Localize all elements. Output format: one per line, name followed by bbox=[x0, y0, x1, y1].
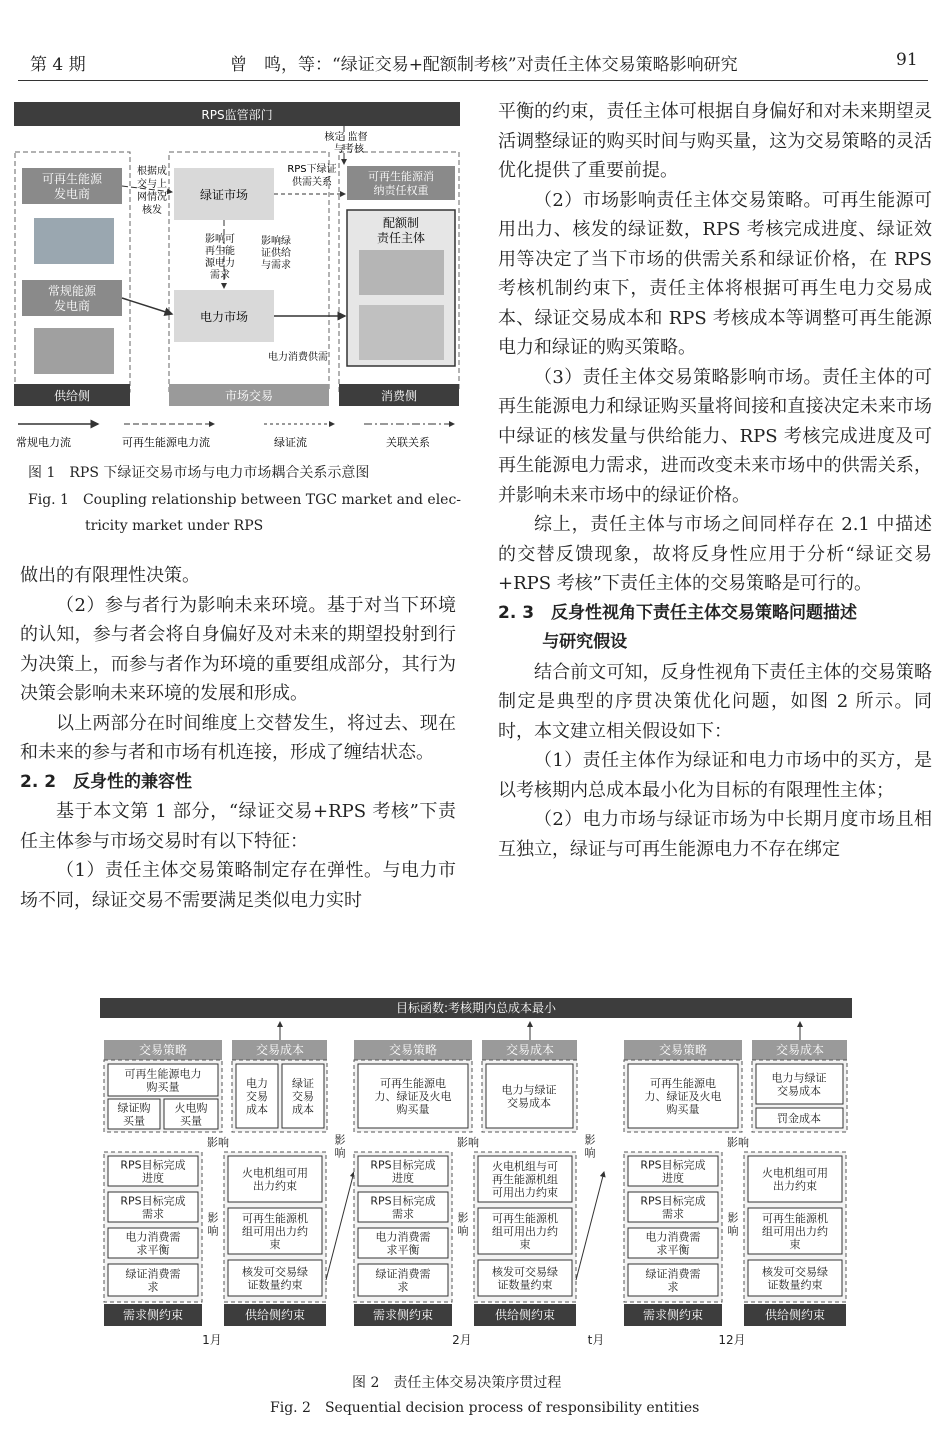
m12-demand-footer-label bbox=[643, 1307, 703, 1322]
m1-s3-label-line-1: 核发可交易绿 bbox=[242, 1265, 308, 1279]
fig2-caption-cn: 图 2 责任主体交易决策序贯过程 bbox=[352, 1375, 562, 1391]
m1-cost-header-label-line-1: 交易成本 bbox=[255, 1043, 305, 1058]
fig1-influence1-label bbox=[205, 232, 235, 281]
m1-to-next bbox=[326, 1172, 354, 1280]
fig1-influence1-l3: 源电力 bbox=[205, 258, 235, 269]
page-number: 91 bbox=[896, 50, 918, 70]
fig1-supply-demand-label bbox=[287, 163, 336, 188]
m1-d2-label-line-2: 需求 bbox=[142, 1207, 164, 1221]
m12-d2-label-line-2: 需求 bbox=[662, 1207, 684, 1221]
section-2-3-heading: 2. 3 反身性视角下责任主体交易策略问题描述 bbox=[498, 602, 858, 623]
m12-month-label bbox=[718, 1333, 745, 1347]
m1-s3-label bbox=[242, 1264, 308, 1291]
fig1-issue-l3: 网情况 bbox=[137, 192, 167, 203]
figure-1 bbox=[14, 100, 460, 455]
m2-s2-label-line-3: 束 bbox=[519, 1237, 531, 1251]
m1-cost-a-label-line-1: 电力 bbox=[246, 1076, 268, 1090]
fig1-renewable-gen-l2: 发电商 bbox=[53, 187, 91, 201]
fig1-caption-en-1: Fig. 1 Coupling relationship between TGC market and elec- bbox=[28, 492, 462, 508]
m1-s1-label-line-2: 出力约束 bbox=[253, 1179, 297, 1193]
m2-strategy-header-label-line-1: 交易策略 bbox=[388, 1043, 438, 1058]
left-para-5: （1）责任主体交易策略制定存在弹性。与电力市场不同，绿证交易不需要满足类似电力实时 bbox=[20, 860, 456, 911]
m12-strategy-box-label-line-3: 购买量 bbox=[666, 1102, 700, 1116]
m2-d3-label-line-2: 求平衡 bbox=[386, 1243, 420, 1257]
m2-between-influence-line-2: 响 bbox=[584, 1146, 596, 1160]
fig1-verify-label bbox=[324, 130, 367, 155]
m1-strategy-header-label-line-1: 交易策略 bbox=[138, 1043, 188, 1058]
m2-s3-label-line-2: 证数量约束 bbox=[497, 1278, 553, 1292]
m12-d3-label-line-2: 求平衡 bbox=[656, 1243, 690, 1257]
m12-supply-footer-label bbox=[765, 1307, 825, 1322]
fig1-supply-demand-l1: RPS下绿证 bbox=[287, 164, 337, 175]
m12-d2-label-line-1: RPS目标完成 bbox=[640, 1194, 706, 1208]
m1-cost-header-label bbox=[256, 1042, 304, 1057]
m12-s3-label-line-1: 核发可交易绿 bbox=[762, 1265, 828, 1279]
fig1-influence2-label bbox=[261, 234, 291, 271]
m2-between-influence-line-1: 影 bbox=[584, 1133, 596, 1147]
m12-d1-label-line-1: RPS目标完成 bbox=[640, 1158, 706, 1172]
m2-s2-label-line-1: 可再生能源机 bbox=[492, 1211, 558, 1225]
m2-influence-label-line-1: 影响 bbox=[457, 1135, 479, 1149]
m1-between-influence bbox=[335, 1133, 346, 1159]
m1-demand-footer-label-line-1: 需求侧约束 bbox=[122, 1308, 184, 1323]
header-rule bbox=[18, 80, 928, 81]
m1-strategy-main-label-line-1: 可再生能源电力 bbox=[124, 1067, 202, 1081]
m2-strategy-box-label-line-2: 力、绿证及火电 bbox=[374, 1089, 452, 1103]
m12-influence-label bbox=[727, 1136, 749, 1149]
fig1-legend-3: 绿证流 bbox=[274, 436, 307, 449]
m12-d4-label-line-2: 求 bbox=[667, 1280, 679, 1294]
m1-d4-label-line-2: 求 bbox=[147, 1280, 159, 1294]
fig1-influence2-l1: 影响绿 bbox=[261, 236, 291, 247]
m2-d4-label-line-1: 绿证消费需 bbox=[375, 1267, 431, 1281]
m1-influence-v bbox=[208, 1211, 219, 1237]
m1-d4-label-line-1: 绿证消费需 bbox=[125, 1267, 181, 1281]
m12-cost-box-label-line-1: 电力与绿证 bbox=[771, 1071, 827, 1085]
m1-d3-label-line-1: 电力消费需 bbox=[125, 1230, 181, 1244]
fig1-bottom-consume-label: 消费侧 bbox=[380, 389, 418, 403]
fig1-influence1-l4: 需求 bbox=[210, 270, 230, 281]
m12-s2-label-line-3: 束 bbox=[789, 1237, 801, 1251]
m1-between-influence-line-1: 影 bbox=[334, 1133, 346, 1147]
left-para-3: 以上两部分在时间维度上交替发生，将过去、现在和未来的参与者和市场有机连接，形成了缠结状态。 bbox=[20, 712, 456, 763]
m2-d2-label-line-1: RPS目标完成 bbox=[370, 1194, 436, 1208]
m1-strategy-header-label bbox=[139, 1043, 187, 1057]
fig1-quota-entity-l1: 配额制 bbox=[382, 216, 420, 230]
m12-cost-box-label bbox=[772, 1070, 827, 1097]
m2-s3-label-line-1: 核发可交易绿 bbox=[492, 1265, 558, 1279]
m2-s1-label-line-2: 再生能源机组 bbox=[492, 1172, 558, 1186]
right-para-5: 结合前文可知，反身性视角下责任主体的交易策略制定是典型的序贯决策优化问题，如图 2 所示。同时，本文建立相关假设如下： bbox=[498, 661, 932, 742]
m2-cost-header-label-line-1: 交易成本 bbox=[505, 1043, 555, 1058]
m12-d1-label-line-2: 进度 bbox=[662, 1171, 684, 1185]
fig1-influence1-l2: 再生能 bbox=[205, 246, 235, 257]
m12-influence-v-line-1: 影 bbox=[727, 1211, 739, 1225]
fig1-influence2-l2: 证供给 bbox=[261, 248, 291, 259]
m1-month-label-line-1: 1月 bbox=[202, 1333, 222, 1348]
m1-strategy-main-label-line-2: 购买量 bbox=[146, 1080, 180, 1094]
fig2-objective-label: 目标函数:考核期内总成本最小 bbox=[395, 1001, 557, 1015]
m1-s1-label-line-1: 火电机组可用 bbox=[242, 1166, 308, 1180]
m2-s1-label-line-1: 火电机组与可 bbox=[492, 1159, 558, 1173]
m1-strategy-b-label-line-1: 火电购 bbox=[174, 1101, 208, 1115]
fig2-month-t-label bbox=[588, 1333, 605, 1347]
fig1-power-market-label: 电力市场 bbox=[199, 310, 249, 324]
m2-supply-footer-label-line-1: 供给侧约束 bbox=[494, 1308, 556, 1323]
fig1-verify-l2: 与考核 bbox=[334, 144, 364, 155]
m12-s2-label-line-1: 可再生能源机 bbox=[762, 1211, 828, 1225]
m12-demand-footer-label-line-1: 需求侧约束 bbox=[642, 1308, 704, 1323]
left-para-2: （2）参与者行为影响未来环境。基于对当下环境的认知，参与者会将自身偏好及对未来的期望投射到行为决策上，而参与者作为环境的重要组成部分，其行为决策会影响未来环境的发展和形成。 bbox=[20, 594, 456, 704]
fig1-issue-l4: 核发 bbox=[142, 205, 162, 216]
m1-demand-footer-label bbox=[123, 1307, 183, 1322]
m12-s3-label bbox=[762, 1264, 828, 1291]
m2-d4-label-line-2: 求 bbox=[397, 1280, 409, 1294]
fig1-top-bar-label: RPS监管部门 bbox=[201, 108, 273, 122]
fig1-green-market-label: 绿证市场 bbox=[199, 188, 249, 202]
m1-cost-a-label bbox=[246, 1076, 268, 1116]
m2-month-label bbox=[452, 1333, 472, 1347]
m2-strategy-box-label-line-3: 购买量 bbox=[396, 1102, 430, 1116]
m1-cost-b-label-line-1: 绿证 bbox=[292, 1076, 314, 1090]
m1-cost-a-label-line-2: 交易 bbox=[246, 1089, 268, 1103]
fig1-renewable-gen-l1: 可再生能源 bbox=[41, 172, 103, 186]
right-para-3: （3）责任主体交易策略影响市场。责任主体的可再生能源电力和绿证购买量将间接和直接决定未来市场中绿证的核发量与供给能力、RPS 考核完成进度及可再生能源电力需求，进而改变未来市场中的供需关系，并影响未来市场中的绿证价格。 bbox=[498, 366, 932, 506]
m12-cost-box-label-line-2: 交易成本 bbox=[777, 1084, 821, 1098]
fig1-legend-1: 常规电力流 bbox=[16, 436, 71, 449]
right-para-1: 平衡的约束，责任主体可根据自身偏好和对未来期望灵活调整绿证的购买时间与购买量，这为交易策略的灵活优化提供了重要前提。 bbox=[498, 101, 932, 181]
m2-d3-label-line-1: 电力消费需 bbox=[375, 1230, 431, 1244]
journal-issue: 第 4 期 bbox=[30, 55, 86, 75]
left-para-1: 做出的有限理性决策。 bbox=[20, 565, 200, 586]
fig1-bottom-supply-label: 供给侧 bbox=[53, 389, 91, 403]
m1-supply-footer-label bbox=[245, 1307, 305, 1322]
m2-d1-label-line-1: RPS目标完成 bbox=[370, 1158, 436, 1172]
m2-demand-footer-label bbox=[373, 1307, 433, 1322]
fig2-caption-en: Fig. 2 Sequential decision process of responsibility entities bbox=[270, 1400, 700, 1416]
fig1-bottom-market-label: 市场交易 bbox=[224, 389, 274, 403]
left-column bbox=[20, 561, 456, 915]
m12-influence-v bbox=[728, 1211, 739, 1237]
m12-s3-label-line-2: 证数量约束 bbox=[767, 1278, 823, 1292]
m2-between-influence bbox=[585, 1133, 596, 1159]
fig1-supply-demand-l2: 供需关系 bbox=[292, 177, 332, 188]
m2-influence-label bbox=[457, 1136, 479, 1149]
m1-influence-label bbox=[207, 1136, 229, 1149]
m1-influence-label-line-1: 影响 bbox=[207, 1135, 229, 1149]
m12-month-label-line-1: 12月 bbox=[718, 1333, 746, 1348]
m12-strategy-header-label bbox=[659, 1043, 707, 1057]
m12-s1-label-line-1: 火电机组可用 bbox=[762, 1166, 828, 1180]
fig1-quota-weight-l1: 可再生能源消 bbox=[368, 170, 434, 183]
fig1-quota-entity-l2: 责任主体 bbox=[376, 231, 426, 245]
fig1-legend-4: 关联关系 bbox=[386, 436, 430, 449]
right-column bbox=[498, 97, 932, 864]
m1-d2-label-line-1: RPS目标完成 bbox=[120, 1194, 186, 1208]
section-2-3-heading-cont: 与研究假设 bbox=[542, 632, 628, 652]
m12-supply-footer-label-line-1: 供给侧约束 bbox=[764, 1308, 826, 1323]
m1-s2-label-line-2: 组可用出力约 bbox=[242, 1224, 308, 1238]
m12-influence-v-line-2: 响 bbox=[727, 1224, 739, 1238]
section-2-2-heading: 2. 2 反身性的兼容性 bbox=[20, 771, 193, 792]
fig1-caption-en-2: tricity market under RPS bbox=[85, 518, 264, 534]
left-para-4: 基于本文第 1 部分，“绿证交易+RPS 考核”下责任主体参与市场交易时有以下特征： bbox=[20, 801, 456, 852]
fig1-issue-l1: 根据成 bbox=[137, 166, 167, 177]
m2-s1-label bbox=[492, 1159, 558, 1199]
m12-penalty-label bbox=[777, 1111, 821, 1125]
fig1-factory-image bbox=[359, 305, 444, 360]
m2-influence-v-line-2: 响 bbox=[457, 1224, 469, 1238]
m2-s3-label bbox=[492, 1264, 558, 1291]
figure-2 bbox=[100, 996, 852, 1358]
m12-strategy-header-label-line-1: 交易策略 bbox=[658, 1043, 708, 1058]
fig1-conventional-gen-l1: 常规能源 bbox=[47, 284, 97, 298]
m2-influence-v-line-1: 影 bbox=[457, 1211, 469, 1225]
m12-cost-header-label bbox=[776, 1042, 824, 1057]
m2-demand-footer-label-line-1: 需求侧约束 bbox=[372, 1308, 434, 1323]
m1-cost-a-label-line-3: 成本 bbox=[246, 1102, 268, 1116]
right-para-6: （1）责任主体作为绿证和电力市场中的买方，是以考核期内总成本最小化为目标的有限理性主体； bbox=[498, 750, 932, 801]
m2-s2-label-line-2: 组可用出力约 bbox=[492, 1224, 558, 1238]
m1-cost-b-label-line-3: 成本 bbox=[292, 1102, 314, 1116]
m1-cost-b-label bbox=[292, 1077, 314, 1116]
m12-s2-label-line-2: 组可用出力约 bbox=[762, 1224, 828, 1238]
m1-influence-v-line-1: 影 bbox=[207, 1211, 219, 1225]
fig2-month-t-label-line-1: t月 bbox=[587, 1333, 605, 1348]
fig1-conventional-gen-l2: 发电商 bbox=[53, 299, 91, 313]
m2-strategy-header-label bbox=[389, 1043, 437, 1057]
m12-s1-label-line-2: 出力约束 bbox=[773, 1179, 817, 1193]
m2-cost-box-label-line-2: 交易成本 bbox=[507, 1096, 551, 1110]
m12-d4-label-line-1: 绿证消费需 bbox=[645, 1267, 701, 1281]
m2-s1-label-line-3: 可用出力约束 bbox=[492, 1185, 558, 1199]
m2-cost-box-label-line-1: 电力与绿证 bbox=[501, 1083, 557, 1097]
m2-cost-header-label bbox=[506, 1042, 554, 1057]
m1-s2-label-line-3: 束 bbox=[269, 1237, 281, 1251]
m1-s2-label-line-1: 可再生能源机 bbox=[242, 1211, 308, 1225]
fig1-consumption-label: 电力消费供需 bbox=[268, 352, 328, 363]
m1-d1-label-line-1: RPS目标完成 bbox=[120, 1158, 186, 1172]
right-para-2: （2）市场影响责任主体交易策略。可再生能源可用出力、核发的绿证数，RPS 考核完成进度、绿证效用等决定了当下市场的供需关系和绿证价格，在 RPS 考核机制约束下，责任主体将根据可再生电力交易成本、绿证交易成本和 RPS 考核成本等调整可再生能源电力和绿证的购买策略。 bbox=[498, 189, 932, 358]
m1-strategy-a-label-line-1: 绿证购 bbox=[117, 1101, 151, 1115]
fig1-verify-l1: 核定 监督 bbox=[324, 132, 368, 143]
m1-d3-label-line-2: 求平衡 bbox=[136, 1243, 170, 1257]
m12-influence-label-line-1: 影响 bbox=[727, 1135, 749, 1149]
m1-strategy-b-label-line-2: 买量 bbox=[180, 1114, 202, 1128]
m2-cost-box-label bbox=[502, 1082, 557, 1109]
m1-cost-b-label-line-2: 交易 bbox=[292, 1089, 314, 1103]
m12-penalty-label-line-1: 罚金成本 bbox=[777, 1111, 821, 1125]
m2-month-label-line-1: 2月 bbox=[452, 1333, 472, 1348]
m1-month-label bbox=[202, 1333, 222, 1347]
fig1-influence2-l3: 与需求 bbox=[261, 260, 291, 271]
fig1-quota-weight-l2: 纳责任权重 bbox=[373, 184, 429, 197]
m1-influence-v-line-2: 响 bbox=[207, 1224, 219, 1238]
m1-d1-label-line-2: 进度 bbox=[142, 1171, 164, 1185]
running-title: 曾 鸣，等：“绿证交易+配额制考核”对责任主体交易策略影响研究 bbox=[230, 55, 738, 75]
m2-influence-v bbox=[458, 1211, 469, 1237]
m1-between-influence-line-2: 响 bbox=[334, 1146, 346, 1160]
m2-d2-label-line-2: 需求 bbox=[392, 1207, 414, 1221]
m2-to-next bbox=[576, 1172, 604, 1280]
right-para-4: 综上，责任主体与市场之间同样存在 2.1 中描述的交替反馈现象，故将反身性应用于分析“绿证交易+RPS 考核”下责任主体的交易策略是可行的。 bbox=[498, 514, 932, 594]
fig1-caption-cn: 图 1 RPS 下绿证交易市场与电力市场耦合关系示意图 bbox=[28, 465, 370, 481]
m2-d1-label-line-2: 进度 bbox=[392, 1171, 414, 1185]
m1-s3-label-line-2: 证数量约束 bbox=[247, 1278, 303, 1292]
fig1-plant-image bbox=[34, 328, 114, 374]
fig1-influence1-l1: 影响可 bbox=[205, 234, 235, 245]
m2-strategy-box-label-line-1: 可再生能源电 bbox=[380, 1076, 446, 1090]
fig1-solar-image bbox=[34, 218, 114, 264]
fig1-issue-l2: 交与上 bbox=[137, 179, 167, 190]
fig1-building-image bbox=[359, 250, 444, 295]
m1-supply-footer-label-line-1: 供给侧约束 bbox=[244, 1308, 306, 1323]
m1-strategy-a-label-line-2: 买量 bbox=[123, 1114, 145, 1128]
m2-supply-footer-label bbox=[495, 1307, 555, 1322]
m12-d3-label-line-1: 电力消费需 bbox=[645, 1230, 701, 1244]
m12-strategy-box-label-line-2: 力、绿证及火电 bbox=[644, 1089, 722, 1103]
fig1-legend-2: 可再生能源电力流 bbox=[122, 436, 210, 449]
m12-strategy-box-label-line-1: 可再生能源电 bbox=[650, 1076, 716, 1090]
m12-cost-header-label-line-1: 交易成本 bbox=[775, 1043, 825, 1058]
right-para-7: （2）电力市场与绿证市场为中长期月度市场且相互独立，绿证与可再生能源电力不存在绑定 bbox=[498, 809, 932, 860]
